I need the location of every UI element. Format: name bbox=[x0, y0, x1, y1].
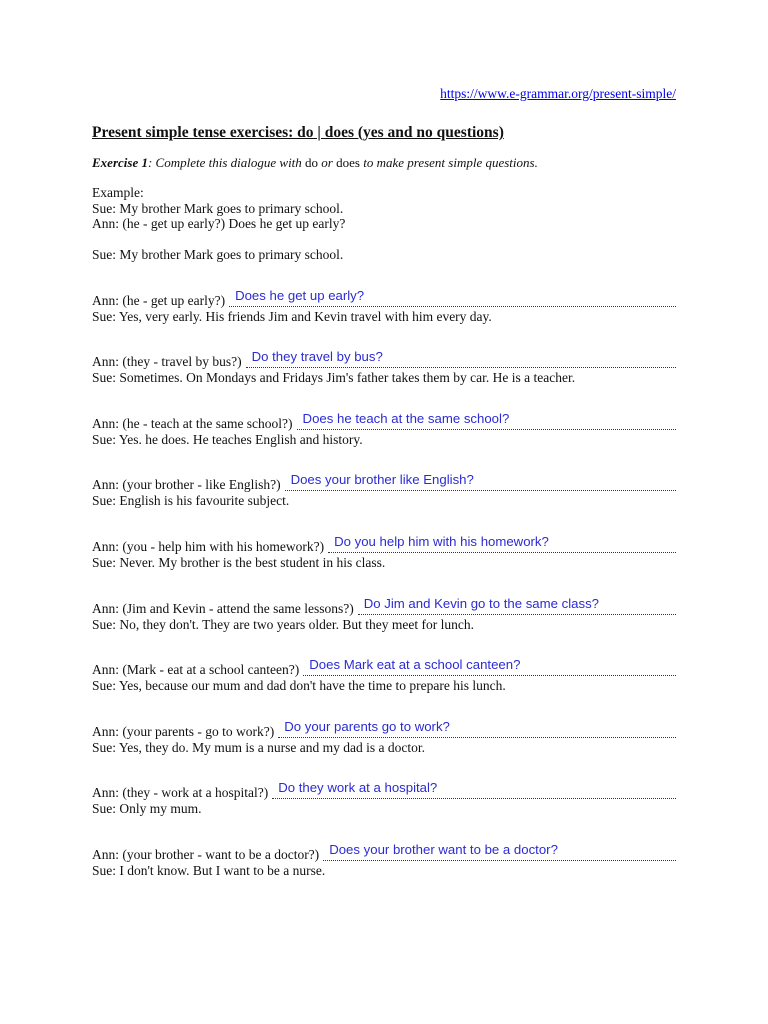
example-line-ann: Ann: (he - get up early?) Does he get up early? bbox=[92, 216, 346, 231]
question-prompt: Ann: (they - travel by bus?) bbox=[92, 354, 242, 370]
question-prompt: Ann: (Jim and Kevin - attend the same lessons?) bbox=[92, 600, 354, 616]
dialogue-line-sue: Sue: Yes, because our mum and dad don't have the time to prepare his lunch. bbox=[92, 678, 506, 694]
answer-field[interactable] bbox=[285, 472, 676, 493]
instruction-text-2: or bbox=[318, 155, 337, 170]
dialogue-line-ann bbox=[92, 586, 676, 617]
instruction-word-do: do bbox=[305, 155, 319, 170]
dialogue-line-sue: Sue: I don't know. But I want to be a nurse. bbox=[92, 862, 326, 878]
handwritten-answer: Do they travel by bus? bbox=[251, 349, 383, 365]
instruction-text-1: : Complete this dialogue with bbox=[147, 155, 306, 170]
question-prompt: Ann: (Mark - eat at a school canteen?) bbox=[92, 662, 300, 678]
handwritten-answer: Does he teach at the same school? bbox=[302, 410, 510, 426]
example-heading: Example: bbox=[92, 185, 144, 200]
answer-field[interactable] bbox=[303, 657, 676, 678]
handwritten-answer: Do they work at a hospital? bbox=[278, 780, 438, 796]
dialogue-line-sue: Sue: English is his favourite subject. bbox=[92, 493, 290, 509]
question-prompt: Ann: (he - teach at the same school?) bbox=[92, 415, 293, 431]
dialogue-line-sue: Sue: Never. My brother is the best student in his class. bbox=[92, 554, 386, 570]
exercise-label: Exercise 1 bbox=[92, 155, 148, 170]
dialogue-line-sue: Sue: My brother Mark goes to primary school. bbox=[92, 247, 344, 262]
exercise-instruction bbox=[92, 155, 538, 171]
dialogue-list bbox=[92, 247, 676, 894]
example-line-sue: Sue: My brother Mark goes to primary school. bbox=[92, 200, 344, 216]
dialogue-line-ann bbox=[92, 709, 676, 740]
handwritten-answer: Do Jim and Kevin go to the same class? bbox=[363, 595, 599, 611]
dialogue-line-sue: Sue: No, they don't. They are two years older. But they meet for lunch. bbox=[92, 616, 474, 632]
answer-field[interactable] bbox=[328, 533, 676, 555]
handwritten-answer: Does your brother like English? bbox=[290, 472, 474, 488]
dotted-answer-line bbox=[278, 737, 676, 738]
question-prompt: Ann: (they - work at a hospital?) bbox=[92, 785, 269, 801]
dialogue-line-ann bbox=[92, 401, 676, 432]
question-prompt: Ann: (your brother - want to be a doctor?) bbox=[92, 846, 320, 862]
dialogue-line-sue: Sue: Yes, very early. His friends Jim and Kevin travel with him every day. bbox=[92, 308, 492, 324]
answer-field[interactable] bbox=[297, 410, 676, 432]
answer-field[interactable] bbox=[278, 718, 676, 740]
dialogue-line-ann bbox=[92, 771, 676, 802]
dialogue-line-ann bbox=[92, 463, 676, 494]
dialogue-line-ann bbox=[92, 647, 676, 678]
answer-field[interactable] bbox=[323, 841, 676, 863]
page-title: Present simple tense exercises: do | does (yes and no questions) bbox=[92, 124, 504, 141]
answer-field[interactable] bbox=[229, 287, 676, 309]
dialogue-line-ann bbox=[92, 278, 676, 309]
answer-field[interactable] bbox=[358, 595, 676, 617]
dialogue-line-sue: Sue: Sometimes. On Mondays and Fridays Jim's father takes them by car. He is a teacher. bbox=[92, 370, 576, 386]
dotted-answer-line bbox=[328, 552, 676, 553]
dialogue-line-ann bbox=[92, 832, 676, 863]
question-prompt: Ann: (he - get up early?) bbox=[92, 292, 226, 308]
example-block bbox=[92, 185, 345, 232]
dotted-answer-line bbox=[303, 675, 676, 676]
handwritten-answer: Does Mark eat at a school canteen? bbox=[309, 657, 521, 673]
answer-field[interactable] bbox=[246, 349, 676, 370]
dotted-answer-line bbox=[323, 860, 676, 861]
handwritten-answer: Does your brother want to be a doctor? bbox=[329, 841, 558, 857]
question-prompt: Ann: (your brother - like English?) bbox=[92, 477, 281, 493]
dialogue-line-sue: Sue: Only my mum. bbox=[92, 801, 202, 817]
question-prompt: Ann: (you - help him with his homework?) bbox=[92, 538, 325, 554]
dotted-answer-line bbox=[285, 490, 676, 491]
source-url-link[interactable]: https://www.e-grammar.org/present-simple/ bbox=[440, 86, 676, 101]
dialogue-line-sue: Sue: Yes, they do. My mum is a nurse and my dad is a doctor. bbox=[92, 739, 425, 755]
instruction-text-3: to make present simple questions. bbox=[359, 155, 538, 170]
dotted-answer-line bbox=[297, 429, 676, 430]
question-prompt: Ann: (your parents - go to work?) bbox=[92, 723, 275, 739]
dialogue-line-ann bbox=[92, 339, 676, 370]
dialogue-line-ann bbox=[92, 524, 676, 555]
dotted-answer-line bbox=[229, 306, 676, 307]
dotted-answer-line bbox=[272, 798, 676, 799]
handwritten-answer: Does he get up early? bbox=[235, 287, 365, 303]
dotted-answer-line bbox=[246, 367, 676, 368]
handwritten-answer: Do you help him with his homework? bbox=[334, 533, 549, 549]
handwritten-answer: Do your parents go to work? bbox=[284, 718, 450, 734]
instruction-word-does: does bbox=[336, 155, 360, 170]
answer-field[interactable] bbox=[272, 780, 676, 801]
dialogue-line-sue: Sue: Yes. he does. He teaches English and history. bbox=[92, 431, 363, 447]
dotted-answer-line bbox=[358, 614, 676, 615]
